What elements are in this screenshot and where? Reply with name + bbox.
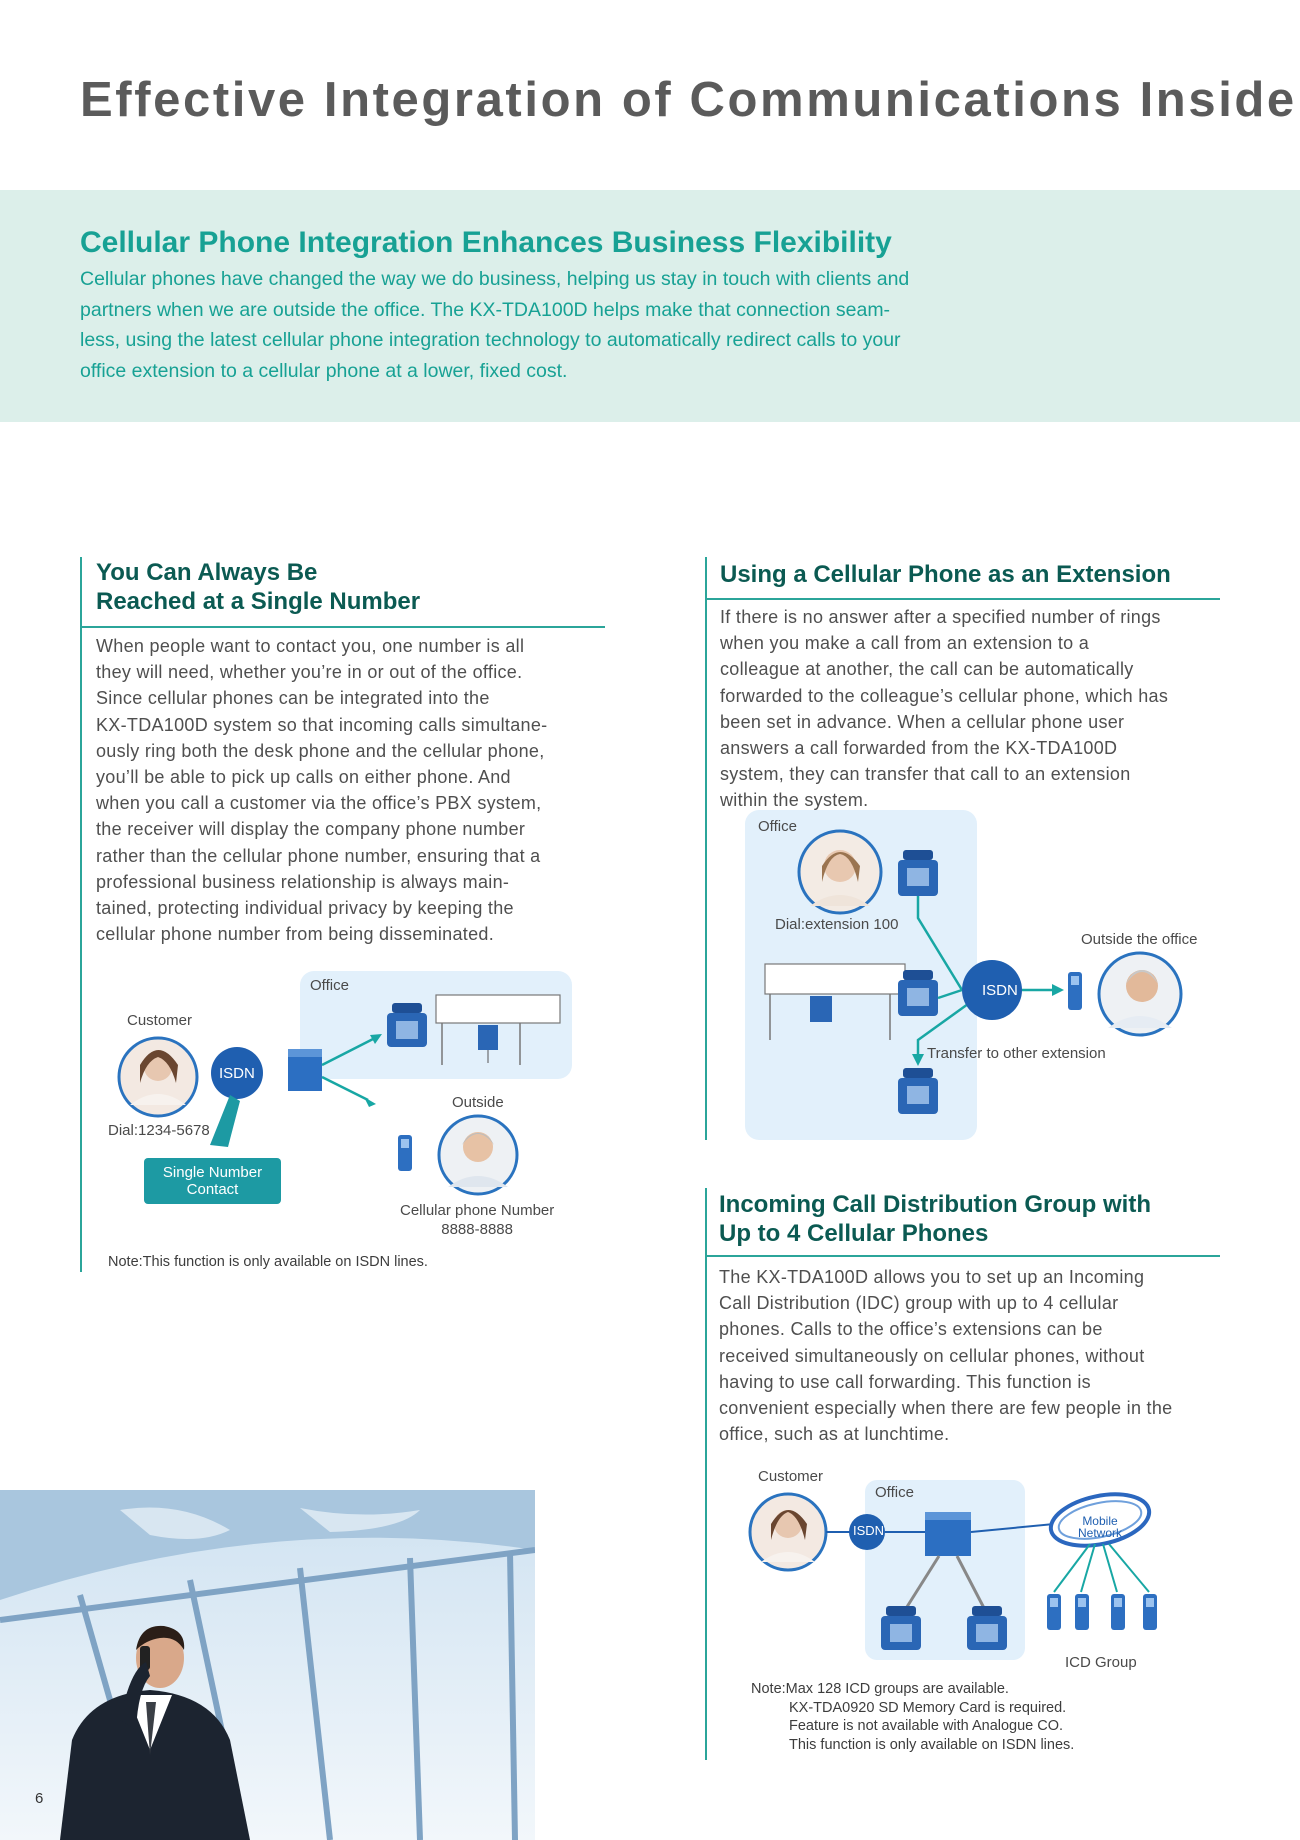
body-line: when you call a customer via the office’s PBX system, — [96, 793, 542, 814]
note-line: Feature is not available with Analogue CO. — [789, 1718, 1064, 1734]
title-line: Reached at a Single Number — [96, 588, 421, 615]
section-rule-horizontal — [80, 626, 605, 628]
note-line: Note:Max 128 ICD groups are available. — [751, 1681, 1009, 1697]
icd-group-label: ICD Group — [1065, 1654, 1137, 1671]
body-line: ously ring both the desk phone and the cellular phone, — [96, 740, 545, 761]
note-line: This function is only available on ISDN lines. — [789, 1736, 1075, 1753]
intro-title: Cellular Phone Integration Enhances Business Flexibility — [80, 226, 892, 259]
body-line: answers a call forwarded from the KX-TDA100D — [720, 738, 1118, 759]
single-number-title — [96, 558, 420, 616]
intro-line: less, using the latest cellular phone integration technology to automatically redirect calls to your — [80, 329, 901, 351]
dial-label: Dial:extension 100 — [775, 916, 899, 933]
body-line: KX-TDA100D system so that incoming calls simultane- — [96, 714, 548, 735]
intro-body — [80, 264, 980, 386]
cell-number-line: 8888-8888 — [441, 1221, 513, 1238]
isdn-label: ISDN — [219, 1065, 255, 1082]
mobile-line: Network — [1077, 1526, 1122, 1540]
intro-line: office extension to a cellular phone at a lower, fixed cost. — [80, 359, 568, 382]
idc-title — [719, 1190, 1151, 1248]
idc-note — [751, 1680, 1074, 1754]
body-line: when you make a call from an extension to a — [720, 633, 1090, 654]
desk-icon — [436, 995, 560, 1023]
body-line: colleague at another, the call can be automatically — [720, 659, 1134, 680]
idc-diagram — [745, 1470, 1185, 1670]
body-line: the receiver will display the company phone number — [96, 819, 526, 840]
body-line: When people want to contact you, one number is all — [96, 636, 525, 656]
office-label: Office — [310, 977, 349, 994]
section-rule-vertical — [705, 1188, 707, 1760]
transfer-label: Transfer to other extension — [927, 1045, 1106, 1062]
body-line: office, such as at lunchtime. — [719, 1424, 950, 1445]
office-label: Office — [758, 818, 797, 835]
customer-label: Customer — [127, 1012, 193, 1029]
section-rule-horizontal — [705, 1255, 1220, 1257]
extension-body — [720, 604, 1168, 814]
body-line: Since cellular phones can be integrated into the — [96, 688, 490, 709]
title-line: Incoming Call Distribution Group with — [719, 1191, 1151, 1218]
page-number: 6 — [35, 1790, 44, 1807]
customer-label: Customer — [758, 1468, 824, 1485]
body-line: tained, protecting individual privacy by keeping the — [96, 898, 514, 919]
section-rule-vertical — [705, 557, 707, 1140]
outside-label: Outside the office — [1081, 931, 1198, 948]
title-line: You Can Always Be — [96, 559, 318, 586]
extension-diagram — [740, 808, 1200, 1143]
outside-label: Outside — [452, 1094, 504, 1111]
office-label: Office — [875, 1484, 914, 1501]
body-line: received simultaneously on cellular phones, without — [719, 1345, 1145, 1366]
body-line: rather than the cellular phone number, ensuring that a — [96, 845, 541, 866]
section-rule-horizontal — [705, 598, 1220, 600]
body-line: phones. Calls to the office’s extensions can be — [719, 1319, 1103, 1340]
body-line: If there is no answer after a specified number of rings — [720, 607, 1161, 627]
body-line: you’ll be able to pick up calls on either phone. And — [96, 767, 511, 788]
section-rule-vertical — [80, 557, 82, 1272]
body-line: they will need, whether you’re in or out of the office. — [96, 662, 523, 683]
body-line: been set in advance. When a cellular phone user — [720, 711, 1125, 732]
cell-number-label — [400, 1201, 554, 1239]
title-line: Up to 4 Cellular Phones — [719, 1220, 989, 1247]
single-number-body — [96, 633, 547, 947]
badge-line: Contact — [186, 1181, 239, 1198]
body-line: system, they can transfer that call to an extension — [720, 764, 1131, 785]
mobile-line: Mobile — [1082, 1514, 1118, 1528]
note-line: KX-TDA0920 SD Memory Card is required. — [789, 1699, 1067, 1716]
page-title: Effective Integration of Communications Inside — [80, 73, 1297, 127]
body-line: The KX-TDA100D allows you to set up an Incoming — [719, 1267, 1145, 1287]
body-line: Call Distribution (IDC) group with up to 4 cellular — [719, 1293, 1119, 1314]
businessman-photo — [0, 1490, 535, 1840]
dial-label: Dial:1234-5678 — [108, 1122, 210, 1139]
single-number-note: Note:This function is only available on ISDN lines. — [108, 1254, 428, 1270]
intro-line: partners when we are outside the office. The KX-TDA100D helps make that connection seam- — [80, 298, 891, 321]
desk-icon — [765, 964, 905, 994]
extension-title: Using a Cellular Phone as an Extension — [720, 561, 1171, 588]
badge-line: Single Number — [162, 1164, 263, 1181]
body-line: professional business relationship is always main- — [96, 871, 510, 892]
isdn-label: ISDN — [982, 982, 1018, 999]
idc-body — [719, 1264, 1172, 1447]
cell-number-line: Cellular phone Number — [400, 1202, 555, 1219]
mobile-network-label — [1075, 1515, 1125, 1539]
body-line: convenient especially when there are few people in the — [719, 1398, 1173, 1419]
body-line: within the system. — [720, 790, 869, 811]
body-line: forwarded to the colleague’s cellular phone, which has — [720, 685, 1169, 706]
body-line: cellular phone number from being disseminated. — [96, 924, 495, 945]
body-line: having to use call forwarding. This function is — [719, 1371, 1091, 1392]
single-number-badge — [144, 1158, 281, 1204]
isdn-label: ISDN — [853, 1523, 885, 1538]
intro-line: Cellular phones have changed the way we do business, helping us stay in touch with clients and — [80, 268, 910, 290]
